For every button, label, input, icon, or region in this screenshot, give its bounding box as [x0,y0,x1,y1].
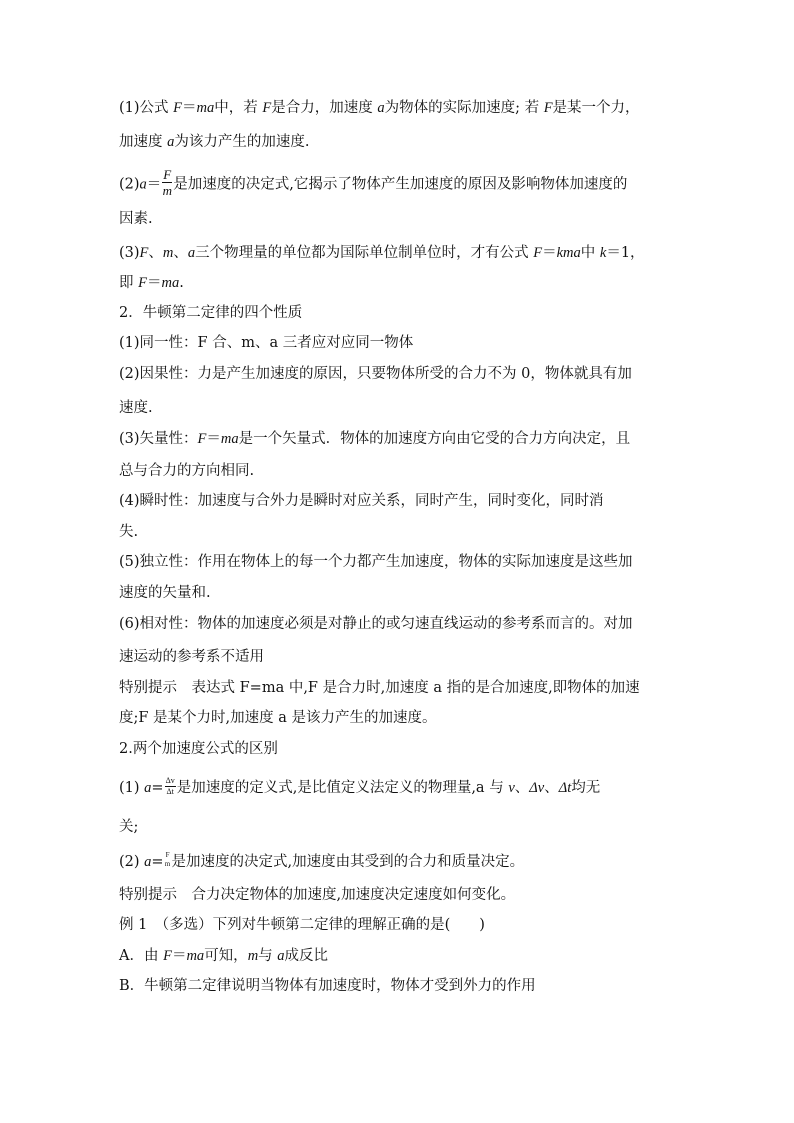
text-line-11: (3)矢量性：F＝ma是一个矢量式．物体的加速度方向由它受的合力方向决定，且 [119,431,631,447]
section-heading: 2．牛顿第二定律的四个性质 [119,305,303,321]
tip-line-2: 度;F 是某个力时,加速度 a 是该力产生的加速度。 [119,710,437,726]
fraction-f-over-m-small: F m [164,851,171,868]
fraction-f-over-m: $\frac{F}{m}$ [162,167,172,198]
text-line-3: (2)a＝ $\frac{F}{m}$ 是加速度的决定式,它揭示了物体产生加速度的原因及影响物体加速度的 [119,167,628,198]
text-line-23: 关; [119,819,139,835]
tip-line-1: 特别提示 表达式 F=ma 中,F 是合力时,加速度 a 指的是合加速度,即物体的加速 [119,680,640,696]
text-line-24: (2) a= F m 是加速度的决定式,加速度由其受到的合力和质量决定。 [119,851,525,870]
text-line-22: (1) a= $\frac{\Delta v}{\Delta t}$ 是加速度的定义式,是比值定义法定义的物理量,a 与 v、Δv、Δt均无 [119,775,601,796]
tip-line-3: 特别提示 合力决定物体的加速度,加速度决定速度如何变化。 [119,887,516,903]
text-line-17: (6)相对性：物体的加速度必须是对静止的或匀速直线运动的参考系而言的。对加 [119,616,633,632]
text-line-4: 因素. [119,211,153,227]
example-question: 例 1 （多选）下列对牛顿第二定律的理解正确的是( ) [119,917,485,933]
text-line-2: 加速度 a为该力产生的加速度. [119,134,310,150]
text-line-15: (5)独立性：作用在物体上的每一个力都产生加速度，物体的实际加速度是这些加 [119,554,633,570]
section-heading-2: 2.两个加速度公式的区别 [119,741,278,757]
text-line-1: (1)公式 F＝ma中，若 F是合力，加速度 a为物体的实际加速度; 若 F是某一个力， [119,100,640,116]
fraction-dv-over-dt: $\frac{\Delta v}{\Delta t}$ [165,775,175,796]
option-b: B．牛顿第二定律说明当物体有加速度时，物体才受到外力的作用 [119,978,536,994]
text-line-8: (1)同一性：F 合、m、a 三者应对应同一物体 [119,335,414,351]
text-line-16: 速度的矢量和. [119,585,211,601]
text-line-13: (4)瞬时性：加速度与合外力是瞬时对应关系，同时产生，同时变化，同时消 [119,493,604,509]
text-line-14: 失. [119,524,139,540]
text-line-5: (3)F、m、a三个物理量的单位都为国际单位制单位时，才有公式 F＝kma中 k＝1， [119,245,645,261]
text-line-18: 速运动的参考系不适用 [119,649,264,665]
text-line-10: 速度. [119,400,153,416]
text-line-9: (2)因果性：力是产生加速度的原因，只要物体所受的合力不为 0，物体就具有加 [119,366,632,382]
text-line-12: 总与合力的方向相同. [119,463,255,479]
option-a: A．由 F＝ma可知，m与 a成反比 [119,948,329,964]
text-line-6: 即 F＝ma. [119,275,184,291]
